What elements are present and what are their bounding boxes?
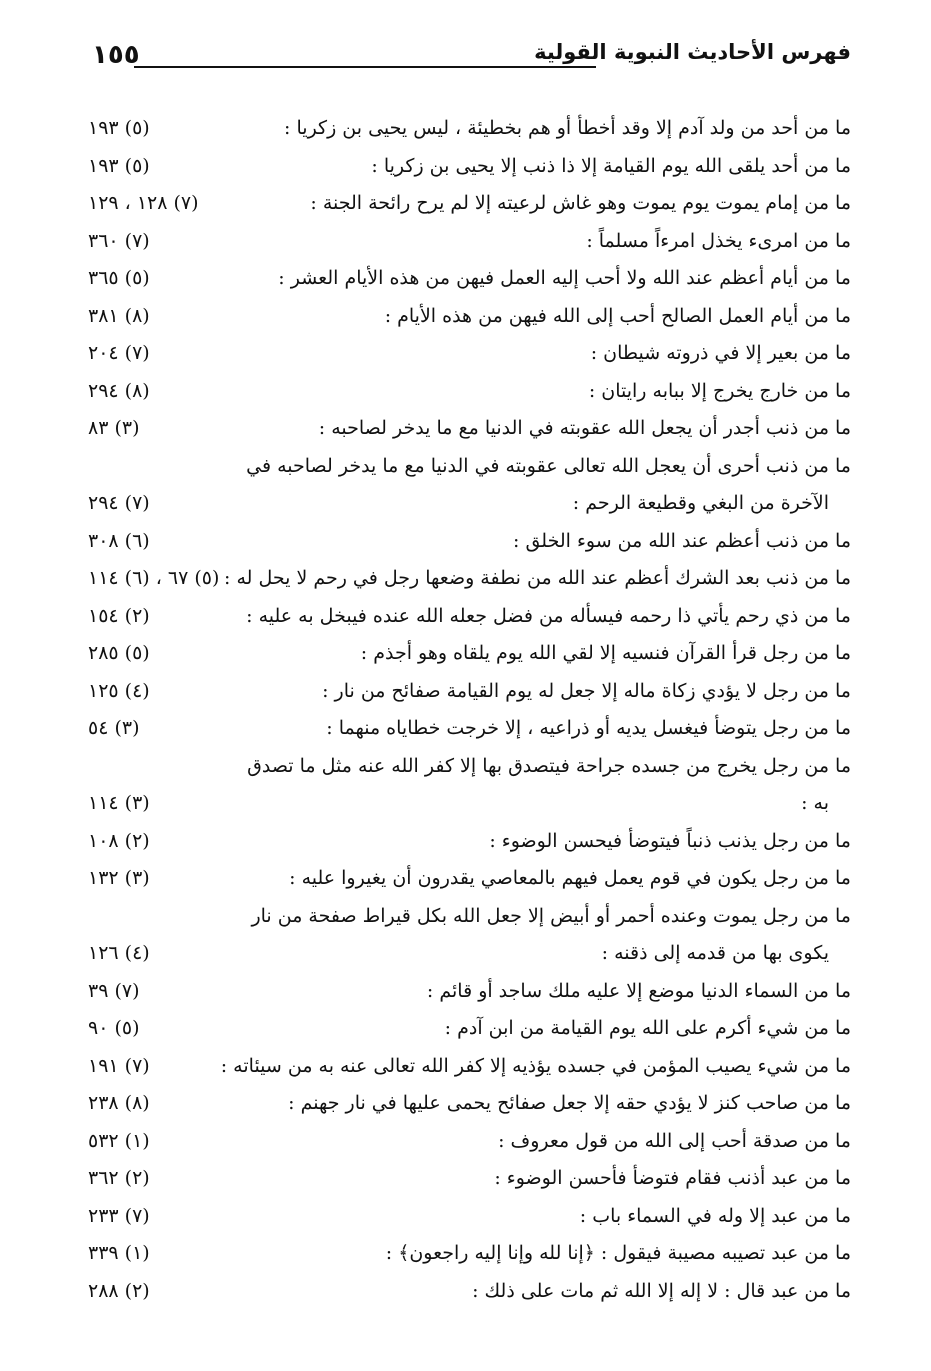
- entry-line: [80, 523, 851, 561]
- hadith-text: ما من خارج يخرج إلا ببابه رايتان :: [588, 379, 851, 402]
- entry-line: [80, 1273, 851, 1311]
- entry-line: [80, 860, 851, 898]
- index-entry: [80, 973, 851, 1011]
- index-entry: [80, 823, 851, 861]
- index-entry: [80, 110, 851, 148]
- hadith-text: ما من رجل يتوضأ فيغسل يديه أو ذراعيه ، إلا خرجت خطاياه منهما :: [326, 717, 851, 739]
- entry-line: [80, 598, 851, 636]
- entry-line: [80, 635, 851, 673]
- hadith-text: ما من عبد إلا وله في السماء باب :: [579, 1204, 851, 1227]
- volume-page-reference: (٥) ٣٦٥: [88, 267, 150, 289]
- hadith-index-list: [80, 110, 851, 1310]
- entry-line: [80, 1235, 851, 1273]
- volume-page-reference: (٧) ٢٩٤: [88, 492, 150, 514]
- entry-line: [80, 748, 851, 786]
- volume-page-reference: (٢) ٣٦٢: [88, 1167, 150, 1189]
- entry-line: [80, 298, 851, 336]
- index-entry: [80, 1198, 851, 1236]
- hadith-text: ما من ذنب أجدر أن يجعل الله عقوبته في الدنيا مع ما يدخر لصاحبه :: [318, 417, 851, 439]
- volume-page-reference: (٢) ١٠٨: [88, 829, 150, 852]
- index-entry: [80, 523, 851, 561]
- hadith-text: ما من عبد تصيبه مصيبة فيقول : ﴿إنا لله وإنا إليه راجعون﴾ :: [385, 1242, 851, 1264]
- index-entry: [80, 635, 851, 673]
- hadith-text: ما من عبد أذنب فقام فتوضأ فأحسن الوضوء :: [494, 1167, 851, 1189]
- index-entry: [80, 1048, 851, 1086]
- hadith-text: ما من أحد يلقى الله يوم القيامة إلا ذا ذنب إلا يحيى بن زكريا :: [371, 154, 851, 177]
- volume-page-reference: (٧) ٣٩: [88, 979, 140, 1002]
- index-entry: [80, 1085, 851, 1123]
- entry-line: [80, 673, 851, 711]
- entry-line: [80, 110, 851, 148]
- volume-page-reference: (٧) ١٩١: [88, 1054, 150, 1077]
- entry-line: [80, 973, 851, 1011]
- index-entry: [80, 410, 851, 448]
- entry-line-continued: [80, 785, 851, 823]
- index-entry: [80, 260, 851, 298]
- index-entry: [80, 710, 851, 748]
- index-entry: [80, 860, 851, 898]
- volume-page-reference: (٣) ٨٣: [88, 417, 140, 439]
- hadith-text: ما من عبد قال : لا إله إلا الله ثم مات على ذلك :: [472, 1279, 851, 1302]
- volume-page-reference: (٧) ٣٦٠: [88, 229, 150, 252]
- hadith-text: ما من رجل قرأ القرآن فنسيه إلا لقي الله يوم يلقاه وهو أجذم :: [360, 642, 851, 664]
- volume-page-reference: (٨) ٢٩٤: [88, 379, 150, 402]
- volume-page-reference: (٢) ٢٨٨: [88, 1279, 150, 1302]
- index-entry: [80, 373, 851, 411]
- index-entry: [80, 223, 851, 261]
- index-entry: [80, 1010, 851, 1048]
- index-entry: [80, 298, 851, 336]
- index-entry: [80, 335, 851, 373]
- hadith-text: ما من رجل يخرج من جسده جراحة فيتصدق بها إلا كفر الله عنه مثل ما تصدق: [247, 754, 851, 777]
- entry-line: [80, 710, 851, 748]
- entry-line: [80, 448, 851, 486]
- volume-page-reference: (٥) ٢٨٥: [88, 642, 150, 664]
- entry-line-continued: [80, 485, 851, 523]
- hadith-text: ما من صدقة أحب إلى الله من قول معروف :: [498, 1129, 851, 1152]
- volume-page-reference: (٣) ٥٤: [88, 717, 140, 739]
- entry-line: [80, 823, 851, 861]
- index-entry: [80, 1160, 851, 1198]
- hadith-text: ما من ذنب أعظم عند الله من سوء الخلق :: [513, 529, 851, 552]
- volume-page-reference: (٨) ٣٨١: [88, 304, 150, 327]
- hadith-text: ما من صاحب كنز لا يؤدي حقه إلا جعل صفائح يحمى عليها في نار جهنم :: [288, 1092, 851, 1114]
- index-entry: [80, 448, 851, 523]
- entry-line: [80, 1085, 851, 1123]
- volume-page-reference: (٤) ١٢٦: [88, 942, 150, 964]
- entry-line: [80, 185, 851, 223]
- hadith-text: ما من ذنب بعد الشرك أعظم عند الله من نطفة وضعها رجل في رحم لا يحل له :: [224, 567, 851, 589]
- volume-page-reference: (٥) ٩٠: [88, 1017, 140, 1039]
- index-entry: [80, 598, 851, 636]
- volume-page-reference: (٧) ٢٠٤: [88, 342, 150, 364]
- index-entry: [80, 185, 851, 223]
- entry-line: [80, 898, 851, 936]
- volume-page-reference: (٤) ١٢٥: [88, 679, 150, 702]
- hadith-text: ما من رجل لا يؤدي زكاة ماله إلا جعل له يوم القيامة صفائح من نار :: [322, 679, 851, 702]
- entry-line: [80, 1010, 851, 1048]
- page-header: [80, 36, 851, 76]
- index-entry: [80, 560, 851, 598]
- volume-page-reference: (٧) ٢٣٣: [88, 1204, 150, 1227]
- index-entry: [80, 898, 851, 973]
- hadith-text: ما من أحد من ولد آدم إلا وقد أخطأ أو هم بخطيئة ، ليس يحيى بن زكريا :: [284, 117, 851, 139]
- volume-page-reference: (٥) ١٩٣: [88, 117, 150, 139]
- index-entry: [80, 1273, 851, 1311]
- hadith-text: ما من إمام يموت يوم يموت وهو غاش لرعيته إلا لم يرح رائحة الجنة :: [310, 192, 851, 214]
- volume-page-reference: (٣) ١٣٢: [88, 867, 150, 889]
- volume-page-reference: (٢) ١٥٤: [88, 604, 150, 627]
- entry-line: [80, 373, 851, 411]
- hadith-text: ما من امرىء يخذل امرءاً مسلماً :: [586, 229, 851, 252]
- hadith-text: ما من بعير إلا في ذروته شيطان :: [590, 342, 851, 364]
- volume-page-reference: (٥) ٦٧ ، (٦) ١١٤: [88, 567, 220, 589]
- entry-line: [80, 1123, 851, 1161]
- entry-line: [80, 335, 851, 373]
- hadith-text: ما من ذنب أحرى أن يعجل الله تعالى عقوبته في الدنيا مع ما يدخر لصاحبه في: [246, 454, 851, 477]
- entry-line-continued: [80, 935, 851, 973]
- hadith-text: ما من شيء يصيب المؤمن في جسده يؤذيه إلا كفر الله تعالى عنه به من سيئاته :: [220, 1054, 851, 1077]
- index-entry: [80, 1235, 851, 1273]
- page-number: ١٥٥: [92, 40, 140, 70]
- header-rule: [134, 66, 596, 68]
- entry-line: [80, 148, 851, 186]
- hadith-text: يكوى بها من قدمه إلى ذقنه :: [601, 942, 829, 964]
- hadith-text: ما من ذي رحم يأتي ذا رحمه فيسأله من فضل جعله الله عنده فيبخل به عليه :: [246, 604, 851, 627]
- hadith-text: ما من شيء أكرم على الله يوم القيامة من ابن آدم :: [444, 1017, 851, 1039]
- hadith-text: ما من رجل يكون في قوم يعمل فيهم بالمعاصي يقدرون أن يغيروا عليه :: [289, 867, 851, 889]
- running-title: فهرس الأحاديث النبوية القولية: [534, 40, 851, 64]
- entry-line: [80, 1160, 851, 1198]
- volume-page-reference: (٨) ٢٣٨: [88, 1092, 150, 1114]
- index-entry: [80, 148, 851, 186]
- volume-page-reference: (٦) ٣٠٨: [88, 529, 150, 552]
- index-entry: [80, 748, 851, 823]
- hadith-text: ما من السماء الدنيا موضع إلا عليه ملك ساجد أو قائم :: [426, 979, 851, 1002]
- volume-page-reference: (١) ٣٣٩: [88, 1242, 150, 1264]
- hadith-text: به :: [801, 792, 829, 814]
- hadith-text: ما من رجل يذنب ذنباً فيتوضأ فيحسن الوضوء :: [489, 829, 851, 852]
- volume-page-reference: (٥) ١٩٣: [88, 154, 150, 177]
- entry-line: [80, 223, 851, 261]
- volume-page-reference: (٧) ١٢٨ ، ١٢٩: [88, 192, 199, 214]
- hadith-text: ما من أيام العمل الصالح أحب إلى الله فيهن من هذه الأيام :: [384, 304, 851, 327]
- hadith-text: ما من أيام أعظم عند الله ولا أحب إليه العمل فيهن من هذه الأيام العشر :: [278, 267, 851, 289]
- index-entry: [80, 1123, 851, 1161]
- index-entry: [80, 673, 851, 711]
- entry-line: [80, 1198, 851, 1236]
- entry-line: [80, 560, 851, 598]
- entry-line: [80, 260, 851, 298]
- volume-page-reference: (٣) ١١٤: [88, 792, 150, 814]
- entry-line: [80, 1048, 851, 1086]
- hadith-text: الآخرة من البغي وقطيعة الرحم :: [572, 492, 829, 514]
- volume-page-reference: (١) ٥٣٢: [88, 1129, 150, 1152]
- entry-line: [80, 410, 851, 448]
- hadith-text: ما من رجل يموت وعنده أحمر أو أبيض إلا جعل الله بكل قيراط صفحة من نار: [251, 904, 851, 927]
